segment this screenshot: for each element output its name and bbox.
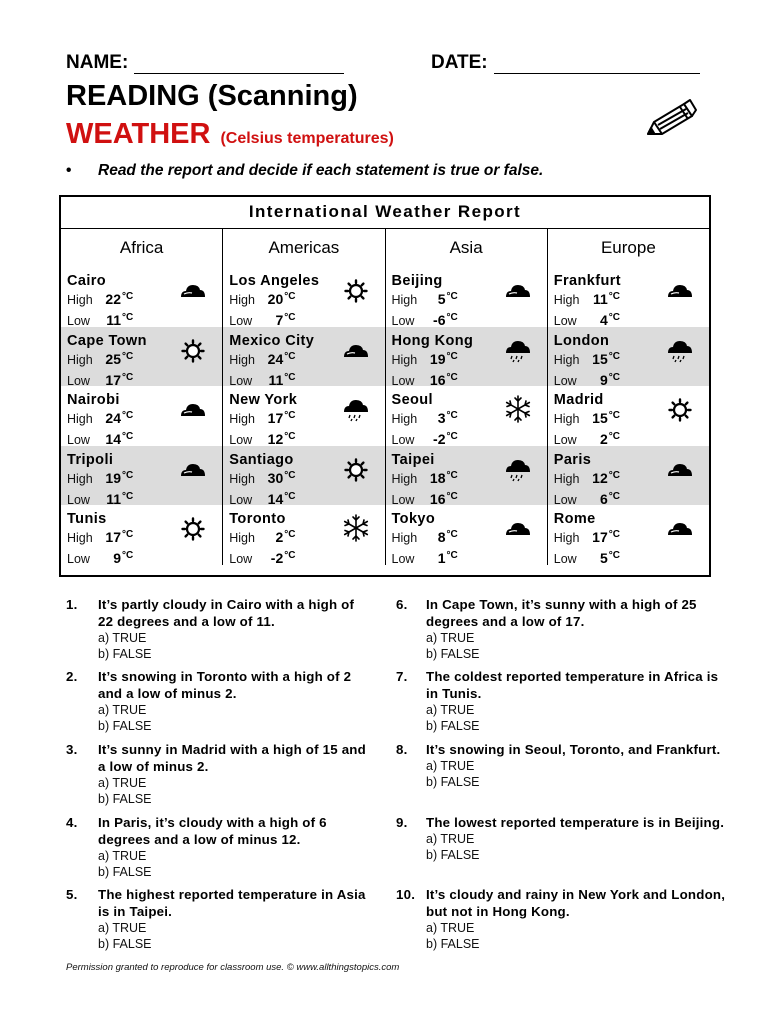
city-cell — [548, 446, 709, 506]
low-label: Low — [229, 314, 253, 328]
unit-label: °C — [122, 350, 134, 362]
question-number: 1. — [66, 597, 78, 612]
option-true[interactable]: a) TRUE — [426, 921, 475, 935]
pencil-icon — [640, 96, 700, 142]
date-field[interactable] — [431, 52, 700, 74]
unit-label: °C — [446, 350, 458, 362]
city-name: Los Angeles — [229, 273, 320, 289]
cloud-icon — [341, 339, 371, 363]
question-6 — [396, 596, 726, 662]
unit-label: °C — [284, 490, 296, 502]
low-label: Low — [391, 373, 415, 388]
weather-row — [61, 505, 709, 565]
low-value: -6 — [433, 312, 446, 328]
high-value: 2 — [275, 529, 284, 546]
option-false[interactable]: b) FALSE — [426, 719, 480, 733]
high-value: 12 — [592, 469, 608, 486]
high-value: 22 — [105, 291, 121, 307]
city-cell — [386, 327, 548, 387]
city-cell — [386, 386, 548, 446]
city-cell — [223, 327, 385, 387]
city-name: Toronto — [229, 511, 286, 528]
weather-rows — [61, 267, 709, 565]
low-label: Low — [553, 433, 577, 448]
option-true[interactable]: a) TRUE — [426, 832, 475, 846]
question-text: In Paris, it’s cloudy with a high of 6 degrees and a low of minus 12. — [98, 815, 327, 847]
option-false[interactable]: b) FALSE — [426, 775, 480, 789]
high-value: 11 — [592, 291, 608, 307]
rain-cloud-icon — [503, 458, 533, 482]
footer-permission: Permission granted to reproduce for classroom use. © www.allthingstopics.com — [66, 962, 400, 973]
city-cell — [548, 386, 709, 446]
region-headers — [61, 229, 709, 267]
city-cell — [223, 386, 385, 446]
unit-label: °C — [608, 410, 620, 422]
unit-label: °C — [608, 431, 620, 443]
unit-label: °C — [446, 371, 458, 383]
question-text: The highest reported temperature in Asia is in Taipei. — [98, 887, 366, 919]
high-value: 19 — [429, 350, 446, 367]
low-value: 16 — [429, 490, 446, 507]
question-text: The coldest reported temperature in Africa is in Tunis. — [426, 669, 719, 701]
city-cell — [223, 446, 385, 506]
city-name: Beijing — [391, 273, 443, 289]
region-header: Africa — [61, 229, 223, 267]
weather-row — [61, 327, 709, 387]
question-text: It’s cloudy and rainy in New York and London, but not in Hong Kong. — [426, 887, 726, 919]
cloud-icon — [178, 458, 208, 482]
low-value: 17 — [105, 371, 121, 388]
unit-label: °C — [446, 431, 458, 443]
subtitle-note: (Celsius temperatures) — [220, 130, 394, 147]
weather-row — [61, 386, 709, 446]
low-value: -2 — [433, 431, 446, 448]
low-label: Low — [553, 492, 577, 507]
option-false[interactable]: b) FALSE — [98, 647, 152, 661]
unit-label: °C — [122, 550, 134, 562]
unit-label: °C — [446, 469, 458, 481]
page-subtitle: WEATHER — [66, 118, 211, 150]
high-label: High — [229, 471, 255, 486]
region-header: Europe — [600, 238, 656, 257]
low-label: Low — [67, 492, 90, 507]
unit-label: °C — [122, 431, 134, 443]
low-label: Low — [553, 552, 577, 567]
low-value: 1 — [437, 550, 446, 567]
instruction — [66, 162, 543, 180]
city-cell — [223, 267, 385, 327]
snowflake-icon — [341, 513, 371, 543]
high-value: 17 — [592, 529, 608, 546]
option-true[interactable]: a) TRUE — [98, 776, 147, 790]
option-false[interactable]: b) FALSE — [426, 937, 480, 951]
city-name: Cape Town — [67, 332, 147, 349]
unit-label: °C — [284, 350, 296, 362]
sun-icon — [178, 517, 208, 541]
sun-icon — [341, 458, 371, 482]
low-label: Low — [391, 314, 415, 328]
low-label: Low — [229, 433, 253, 448]
date-blank-line[interactable] — [494, 54, 700, 74]
question-number: 3. — [66, 742, 78, 757]
unit-label: °C — [122, 291, 134, 302]
city-name: New York — [229, 392, 298, 409]
question-4 — [66, 814, 366, 880]
question-number: 9. — [396, 815, 408, 830]
unit-label: °C — [284, 410, 296, 422]
city-cell — [61, 267, 223, 327]
unit-label: °C — [122, 490, 134, 502]
high-label: High — [553, 531, 580, 546]
low-label: Low — [391, 433, 415, 448]
low-value: 11 — [268, 371, 284, 388]
page-title: READING (Scanning) — [66, 80, 358, 112]
option-true[interactable]: a) TRUE — [426, 759, 475, 773]
high-label: High — [229, 412, 255, 427]
name-label: NAME: — [66, 52, 129, 73]
unit-label: °C — [608, 291, 620, 302]
header-fields — [66, 52, 704, 78]
question-number: 2. — [66, 669, 78, 684]
region-header: Asia — [386, 229, 548, 267]
high-label: High — [229, 293, 255, 307]
city-name: Madrid — [553, 392, 604, 409]
option-false[interactable]: b) FALSE — [98, 719, 152, 733]
high-label: High — [553, 471, 580, 486]
unit-label: °C — [122, 410, 134, 422]
sun-icon — [341, 279, 371, 303]
high-value: 5 — [437, 291, 446, 307]
question-1 — [66, 596, 366, 662]
unit-label: °C — [284, 371, 296, 383]
option-false[interactable]: b) FALSE — [98, 792, 152, 806]
high-value: 18 — [429, 469, 446, 486]
unit-label: °C — [608, 371, 620, 383]
low-value: 11 — [106, 312, 121, 328]
low-label: Low — [67, 552, 90, 567]
cloud-icon — [665, 517, 695, 541]
city-cell — [61, 505, 223, 565]
low-label: Low — [67, 314, 90, 328]
low-value: 11 — [106, 490, 121, 507]
city-name: Tripoli — [67, 451, 114, 468]
high-value: 17 — [267, 410, 284, 427]
high-value: 25 — [105, 350, 121, 367]
unit-label: °C — [608, 490, 620, 502]
cloud-icon — [503, 517, 533, 541]
city-name: Hong Kong — [391, 332, 474, 349]
low-label: Low — [391, 552, 415, 567]
cloud-icon — [665, 279, 695, 303]
high-label: High — [229, 531, 255, 546]
question-3 — [66, 741, 366, 807]
region-header: Americas — [223, 229, 385, 267]
city-name: Tunis — [67, 511, 107, 528]
city-name: Mexico City — [229, 332, 315, 349]
city-cell — [386, 446, 548, 506]
cloud-icon — [665, 458, 695, 482]
low-value: 16 — [429, 371, 446, 388]
high-label: High — [391, 352, 418, 367]
question-9 — [396, 814, 726, 863]
low-temp — [392, 549, 547, 570]
city-cell — [223, 505, 385, 565]
question-text: It’s snowing in Seoul, Toronto, and Frankfurt. — [426, 742, 721, 757]
high-label: High — [67, 531, 93, 546]
city-name: Rome — [553, 511, 596, 528]
question-5 — [66, 886, 366, 952]
option-false[interactable]: b) FALSE — [98, 937, 152, 951]
question-number: 10. — [396, 887, 416, 902]
unit-label: °C — [284, 312, 296, 323]
unit-label: °C — [608, 529, 620, 541]
question-text: In Cape Town, it’s sunny with a high of 25 degrees and a low of 17. — [426, 597, 697, 629]
unit-label: °C — [284, 291, 296, 302]
question-7 — [396, 668, 726, 734]
unit-label: °C — [446, 490, 458, 502]
low-temp — [554, 549, 709, 570]
low-value: 7 — [275, 312, 284, 328]
low-label: Low — [553, 314, 577, 328]
city-name: Santiago — [229, 451, 294, 468]
rain-cloud-icon — [503, 339, 533, 363]
low-label: Low — [553, 373, 577, 388]
low-label: Low — [67, 433, 90, 448]
high-value: 15 — [592, 350, 608, 367]
question-10 — [396, 886, 726, 952]
low-value: 9 — [113, 550, 121, 567]
high-value: 20 — [267, 291, 284, 307]
low-temp — [67, 549, 222, 570]
city-name: Cairo — [67, 273, 107, 289]
option-false[interactable]: b) FALSE — [98, 865, 152, 879]
high-value: 19 — [105, 469, 121, 486]
city-name: London — [553, 332, 610, 349]
unit-label: °C — [284, 550, 296, 562]
question-number: 5. — [66, 887, 78, 902]
unit-label: °C — [122, 469, 134, 481]
report-title: International Weather Report — [61, 197, 709, 229]
high-label: High — [391, 531, 418, 546]
city-name: Tokyo — [391, 511, 436, 528]
unit-label: °C — [608, 312, 620, 323]
low-value: 6 — [599, 490, 608, 507]
high-value: 30 — [267, 469, 284, 486]
sun-icon — [178, 339, 208, 363]
high-value: 17 — [105, 529, 121, 546]
option-false[interactable]: b) FALSE — [426, 848, 480, 862]
unit-label: °C — [446, 410, 458, 422]
unit-label: °C — [122, 371, 134, 383]
low-label: Low — [391, 492, 415, 507]
unit-label: °C — [608, 350, 620, 362]
unit-label: °C — [446, 529, 458, 541]
unit-label: °C — [284, 431, 296, 443]
cloud-icon — [503, 279, 533, 303]
high-value: 24 — [267, 350, 284, 367]
low-label: Low — [67, 373, 90, 388]
high-value: 8 — [437, 529, 446, 546]
subtitle-row — [66, 118, 394, 151]
option-true[interactable]: a) TRUE — [98, 703, 147, 717]
question-text: The lowest reported temperature is in Beijing. — [426, 815, 725, 830]
high-label: High — [391, 412, 418, 427]
question-text: It’s partly cloudy in Cairo with a high of 22 degrees and a low of 11. — [98, 597, 355, 629]
city-cell — [548, 327, 709, 387]
city-name: Seoul — [391, 392, 433, 409]
high-value: 24 — [105, 410, 121, 427]
low-label: Low — [229, 373, 253, 388]
low-value: 14 — [105, 431, 121, 448]
low-value: 9 — [599, 371, 608, 388]
high-value: 15 — [592, 410, 608, 427]
high-label: High — [229, 352, 255, 367]
city-cell — [61, 446, 223, 506]
unit-label: °C — [122, 312, 134, 323]
snowflake-icon — [503, 394, 533, 424]
weather-report-table — [59, 195, 711, 577]
city-name: Taipei — [391, 451, 435, 468]
low-label: Low — [229, 552, 253, 567]
city-name: Frankfurt — [553, 273, 621, 289]
question-text: It’s snowing in Toronto with a high of 2 and a low of minus 2. — [98, 669, 352, 701]
question-number: 8. — [396, 742, 408, 757]
unit-label: °C — [284, 469, 296, 481]
date-label: DATE: — [431, 52, 488, 73]
high-label: High — [67, 352, 93, 367]
low-label: Low — [229, 492, 253, 507]
unit-label: °C — [446, 550, 458, 562]
high-value: 3 — [437, 410, 446, 427]
cloud-icon — [178, 279, 208, 303]
city-cell — [386, 267, 548, 327]
cloud-icon — [178, 398, 208, 422]
unit-label: °C — [608, 550, 620, 562]
option-true[interactable]: a) TRUE — [426, 703, 475, 717]
high-label: High — [67, 293, 93, 307]
name-blank-line[interactable] — [134, 54, 344, 74]
weather-row — [61, 267, 709, 327]
city-cell — [386, 505, 548, 565]
sun-icon — [665, 398, 695, 422]
low-value: 5 — [599, 550, 608, 567]
rain-cloud-icon — [665, 339, 695, 363]
unit-label: °C — [446, 291, 458, 302]
high-label: High — [553, 352, 580, 367]
unit-label: °C — [446, 312, 458, 323]
low-value: 14 — [267, 490, 284, 507]
name-field[interactable] — [66, 52, 344, 74]
weather-row — [61, 446, 709, 506]
question-8 — [396, 741, 726, 790]
high-label: High — [391, 471, 418, 486]
high-label: High — [553, 293, 580, 307]
city-name: Nairobi — [67, 392, 120, 409]
high-label: High — [553, 412, 580, 427]
low-temp — [229, 549, 384, 570]
question-text: It’s sunny in Madrid with a high of 15 and a low of minus 2. — [98, 742, 366, 774]
unit-label: °C — [284, 529, 296, 541]
option-false[interactable]: b) FALSE — [426, 647, 480, 661]
high-label: High — [67, 471, 93, 486]
low-value: 2 — [599, 431, 608, 448]
question-2 — [66, 668, 366, 734]
option-true[interactable]: a) TRUE — [98, 849, 147, 863]
low-value: 4 — [599, 312, 608, 328]
question-number: 7. — [396, 669, 408, 684]
option-true[interactable]: a) TRUE — [98, 631, 147, 645]
low-value: -2 — [270, 550, 284, 567]
city-cell — [61, 327, 223, 387]
city-cell — [548, 505, 709, 565]
city-cell — [548, 267, 709, 327]
unit-label: °C — [608, 469, 620, 481]
rain-cloud-icon — [341, 398, 371, 422]
option-true[interactable]: a) TRUE — [426, 631, 475, 645]
instruction-text: Read the report and decide if each statement is true or false. — [98, 162, 544, 179]
city-cell — [61, 386, 223, 446]
option-true[interactable]: a) TRUE — [98, 921, 147, 935]
city-name: Paris — [553, 451, 592, 468]
high-label: High — [391, 293, 418, 307]
high-label: High — [67, 412, 93, 427]
bullet: • — [66, 162, 72, 179]
question-number: 6. — [396, 597, 408, 612]
low-value: 12 — [267, 431, 284, 448]
question-number: 4. — [66, 815, 78, 830]
unit-label: °C — [122, 529, 134, 541]
